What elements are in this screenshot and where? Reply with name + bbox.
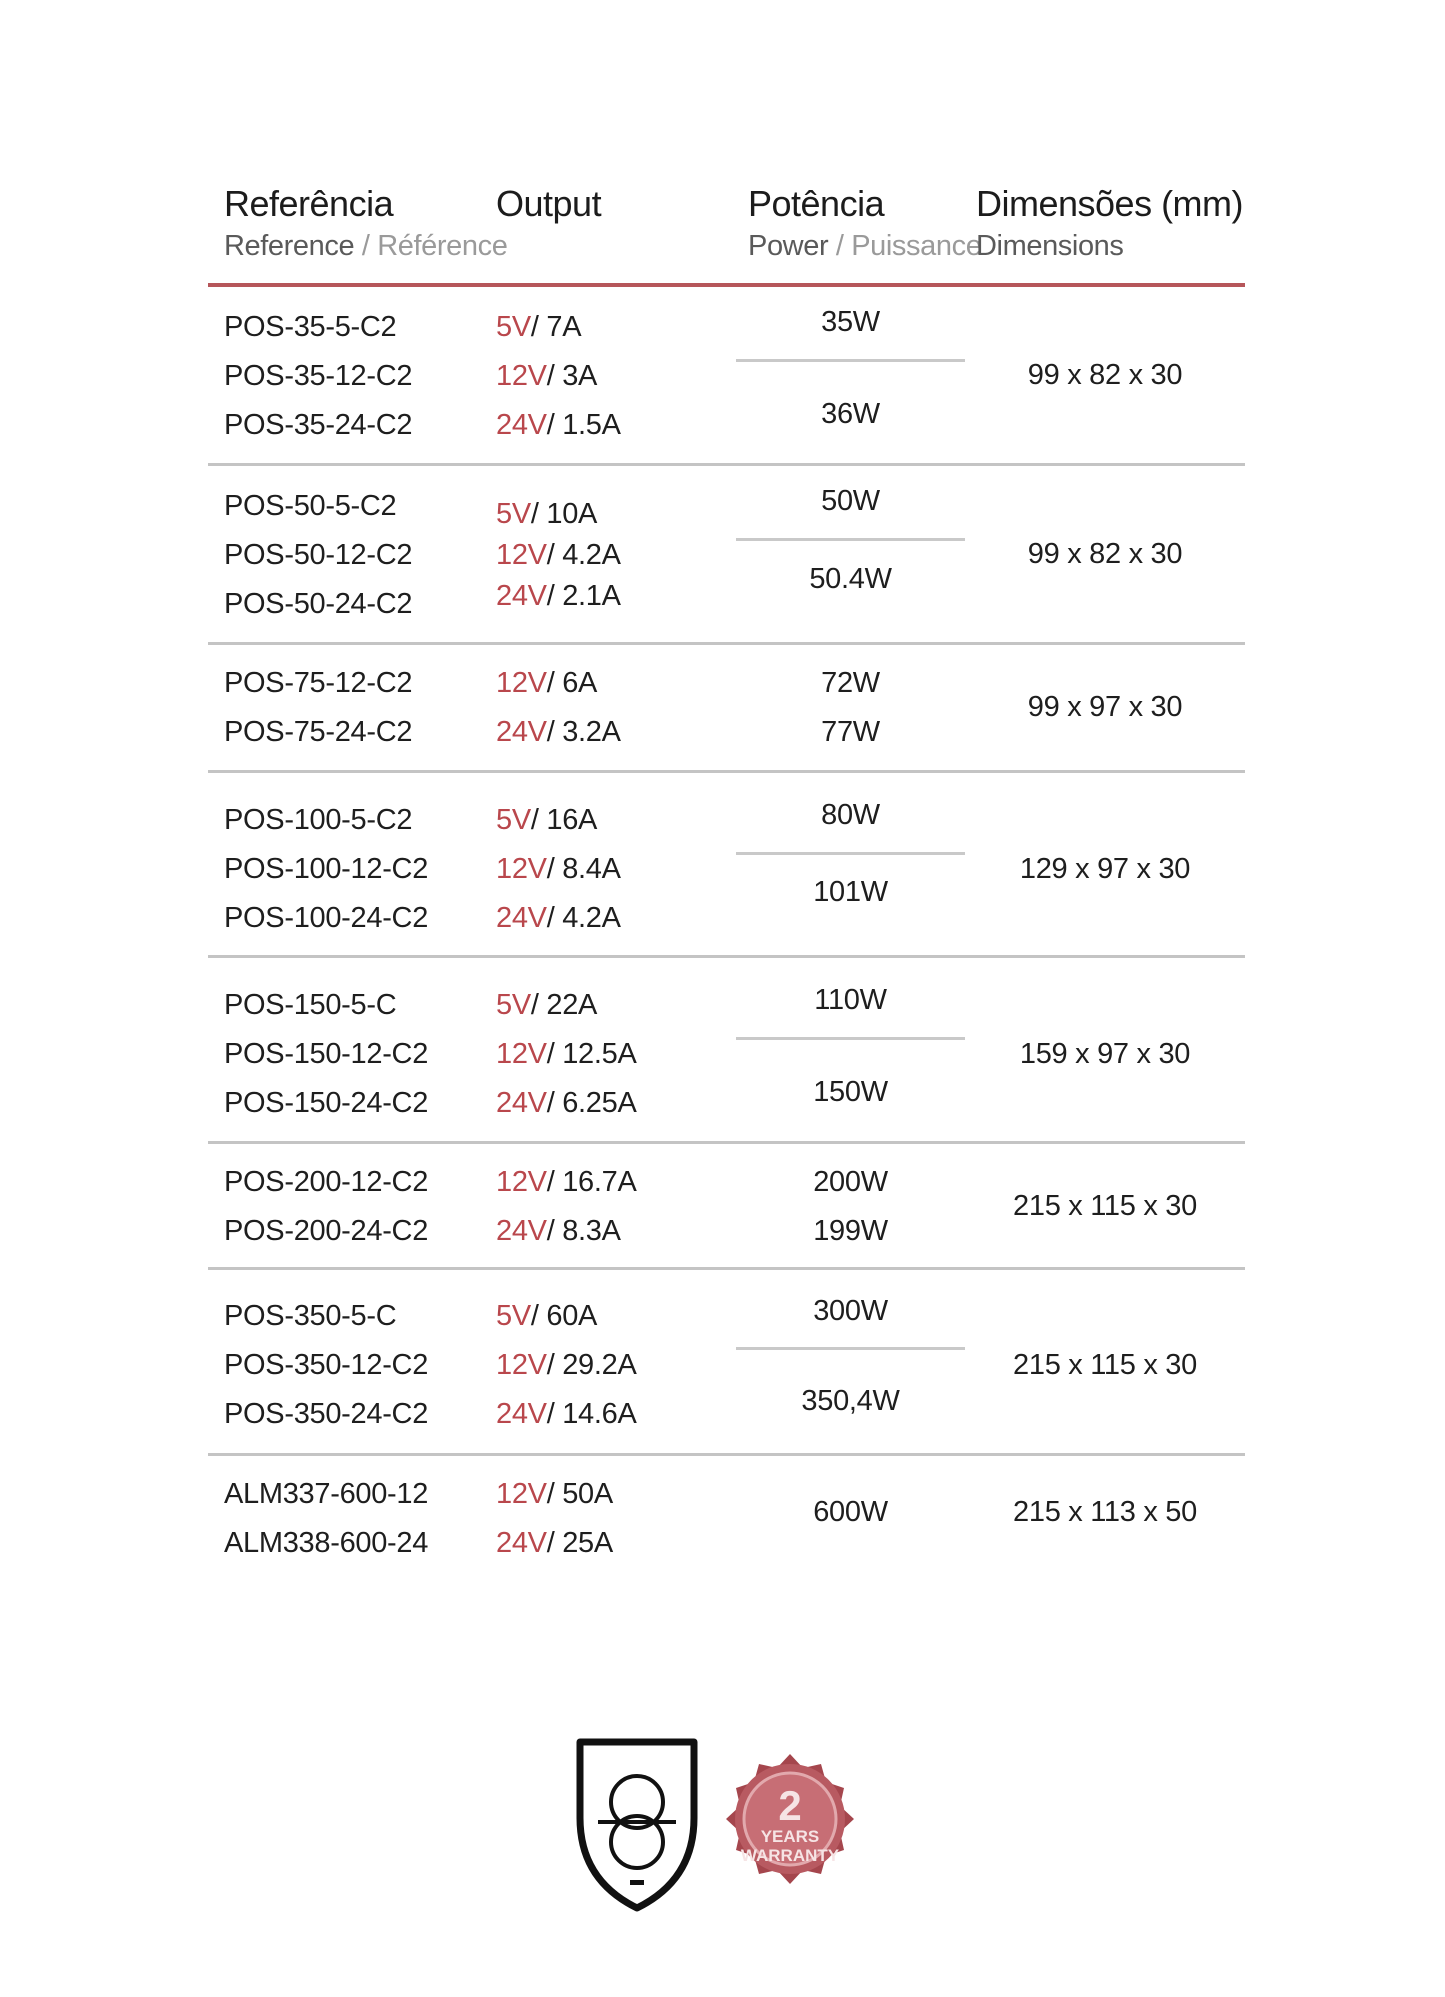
power-divider — [736, 538, 965, 541]
power-divider — [736, 1037, 965, 1040]
dimensions-cell: 215 x 113 x 50 — [1013, 1496, 1197, 1528]
current: / 4.2A — [546, 902, 621, 934]
current: / 6A — [546, 667, 598, 699]
current: / 16A — [530, 804, 598, 836]
voltage: 5V — [496, 1300, 531, 1332]
reference-cell: POS-100-5-C2 — [224, 804, 413, 836]
reference-cell: POS-350-24-C2 — [224, 1398, 429, 1430]
power-cell: 50.4W — [809, 563, 892, 595]
reference-cell: POS-50-5-C2 — [224, 490, 397, 522]
header-reference-sub — [224, 230, 507, 263]
power-cell: 101W — [813, 876, 888, 908]
dimensions-cell: 159 x 97 x 30 — [1019, 1038, 1191, 1070]
output-cell — [496, 539, 621, 572]
voltage: 24V — [496, 1527, 547, 1559]
header-output: Output — [496, 183, 602, 224]
current: / 3A — [546, 360, 598, 392]
output-cell — [496, 360, 597, 393]
product-group — [208, 466, 1245, 645]
current: / 10A — [530, 498, 598, 530]
reference-cell: POS-35-5-C2 — [224, 311, 397, 343]
voltage: 12V — [496, 1166, 547, 1198]
current: / 60A — [530, 1300, 598, 1332]
warranty-years-label: YEARS — [760, 1827, 820, 1846]
dimensions-cell: 99 x 97 x 30 — [1027, 691, 1183, 723]
certification-logos — [572, 1730, 882, 1920]
output-cell — [496, 1300, 597, 1333]
reference-cell: POS-75-12-C2 — [224, 667, 413, 699]
current: / 3.2A — [546, 716, 621, 748]
reference-cell: POS-35-12-C2 — [224, 360, 413, 392]
power-cell: 35W — [821, 306, 880, 338]
reference-cell: POS-75-24-C2 — [224, 716, 413, 748]
voltage: 5V — [496, 311, 531, 343]
voltage: 5V — [496, 498, 531, 530]
product-group — [208, 1270, 1245, 1450]
reference-cell: POS-100-24-C2 — [224, 902, 429, 934]
reference-sub-fr: Référence — [377, 230, 508, 262]
header-power: Potência — [748, 183, 885, 224]
power-cell: 200W — [813, 1166, 888, 1198]
warranty-years-number: 2 — [778, 1782, 802, 1829]
voltage: 12V — [496, 667, 547, 699]
output-cell — [496, 1038, 637, 1071]
voltage: 24V — [496, 1087, 547, 1119]
power-cell: 72W — [821, 667, 880, 699]
output-cell — [496, 1087, 637, 1120]
output-cell — [496, 667, 597, 700]
product-group — [208, 1456, 1245, 1596]
current: / 8.4A — [546, 853, 621, 885]
reference-cell: POS-200-12-C2 — [224, 1166, 429, 1198]
current: / 25A — [546, 1527, 613, 1559]
dimensions-cell: 99 x 82 x 30 — [1027, 359, 1183, 391]
output-cell — [496, 580, 621, 613]
output-cell — [496, 1398, 637, 1431]
voltage: 12V — [496, 1038, 547, 1070]
reference-cell: ALM337-600-12 — [224, 1478, 429, 1510]
reference-cell: POS-350-12-C2 — [224, 1349, 429, 1381]
power-cell: 150W — [813, 1076, 888, 1108]
output-cell — [496, 311, 581, 344]
current: / 6.25A — [546, 1087, 637, 1119]
power-cell: 80W — [821, 799, 880, 831]
output-cell — [496, 804, 597, 837]
output-cell — [496, 1349, 637, 1382]
dimensions-cell: 215 x 115 x 30 — [1013, 1349, 1197, 1381]
current: / 7A — [530, 311, 582, 343]
header-power-sub — [748, 230, 981, 263]
output-cell — [496, 853, 621, 886]
warranty-badge-icon — [726, 1754, 854, 1884]
current: / 50A — [546, 1478, 613, 1510]
slash: / — [361, 230, 370, 262]
output-cell — [496, 1527, 613, 1560]
current: / 4.2A — [546, 539, 621, 571]
power-cell: 600W — [813, 1496, 888, 1528]
product-group — [208, 287, 1245, 469]
voltage: 24V — [496, 1398, 547, 1430]
safety-transformer-icon — [580, 1742, 694, 1908]
slash: / — [835, 230, 844, 262]
power-cell: 300W — [813, 1295, 888, 1327]
output-cell — [496, 498, 597, 531]
dimensions-cell: 99 x 82 x 30 — [1027, 538, 1183, 570]
current: / 2.1A — [546, 580, 621, 612]
dimensions-cell: 129 x 97 x 30 — [1019, 853, 1191, 885]
power-cell: 36W — [821, 398, 880, 430]
current: / 29.2A — [546, 1349, 637, 1381]
current: / 14.6A — [546, 1398, 637, 1430]
power-cell: 77W — [821, 716, 880, 748]
header-dimensions-sub: Dimensions — [976, 230, 1124, 262]
voltage: 24V — [496, 1215, 547, 1247]
output-cell — [496, 1166, 637, 1199]
reference-cell: POS-150-5-C — [224, 989, 397, 1021]
product-group — [208, 773, 1245, 953]
voltage: 12V — [496, 853, 547, 885]
reference-cell: POS-150-24-C2 — [224, 1087, 429, 1119]
power-divider — [736, 852, 965, 855]
power-sub-en: Power — [748, 230, 829, 262]
output-cell — [496, 1215, 621, 1248]
reference-cell: POS-150-12-C2 — [224, 1038, 429, 1070]
voltage: 12V — [496, 539, 547, 571]
current: / 8.3A — [546, 1215, 621, 1247]
voltage: 5V — [496, 989, 531, 1021]
voltage: 12V — [496, 1349, 547, 1381]
reference-cell: ALM338-600-24 — [224, 1527, 429, 1559]
reference-cell: POS-200-24-C2 — [224, 1215, 429, 1247]
current: / 12.5A — [546, 1038, 637, 1070]
power-divider — [736, 359, 965, 362]
power-cell: 350,4W — [801, 1385, 900, 1417]
product-group — [208, 645, 1245, 770]
output-cell — [496, 716, 621, 749]
reference-cell: POS-50-24-C2 — [224, 588, 413, 620]
voltage: 24V — [496, 409, 547, 441]
output-cell — [496, 989, 597, 1022]
reference-cell: POS-50-12-C2 — [224, 539, 413, 571]
product-group — [208, 958, 1245, 1138]
voltage: 12V — [496, 1478, 547, 1510]
reference-cell: POS-350-5-C — [224, 1300, 397, 1332]
voltage: 12V — [496, 360, 547, 392]
power-divider — [736, 1347, 965, 1350]
power-cell: 199W — [813, 1215, 888, 1247]
header-reference: Referência — [224, 183, 394, 224]
current: / 22A — [530, 989, 598, 1021]
output-cell — [496, 409, 621, 442]
output-cell — [496, 902, 621, 935]
current: / 16.7A — [546, 1166, 637, 1198]
output-cell — [496, 1478, 613, 1511]
voltage: 5V — [496, 804, 531, 836]
reference-sub-pt: Reference — [224, 230, 355, 262]
current: / 1.5A — [546, 409, 621, 441]
reference-cell: POS-35-24-C2 — [224, 409, 413, 441]
power-cell: 50W — [821, 485, 880, 517]
warranty-label: WARRANTY — [740, 1846, 840, 1865]
voltage: 24V — [496, 902, 547, 934]
voltage: 24V — [496, 716, 547, 748]
power-cell: 110W — [814, 984, 887, 1016]
voltage: 24V — [496, 580, 547, 612]
product-group — [208, 1144, 1245, 1267]
dimensions-cell: 215 x 115 x 30 — [1013, 1190, 1197, 1222]
power-sub-fr: Puissance — [851, 230, 982, 262]
reference-cell: POS-100-12-C2 — [224, 853, 429, 885]
header-dimensions: Dimensões (mm) — [976, 183, 1244, 224]
